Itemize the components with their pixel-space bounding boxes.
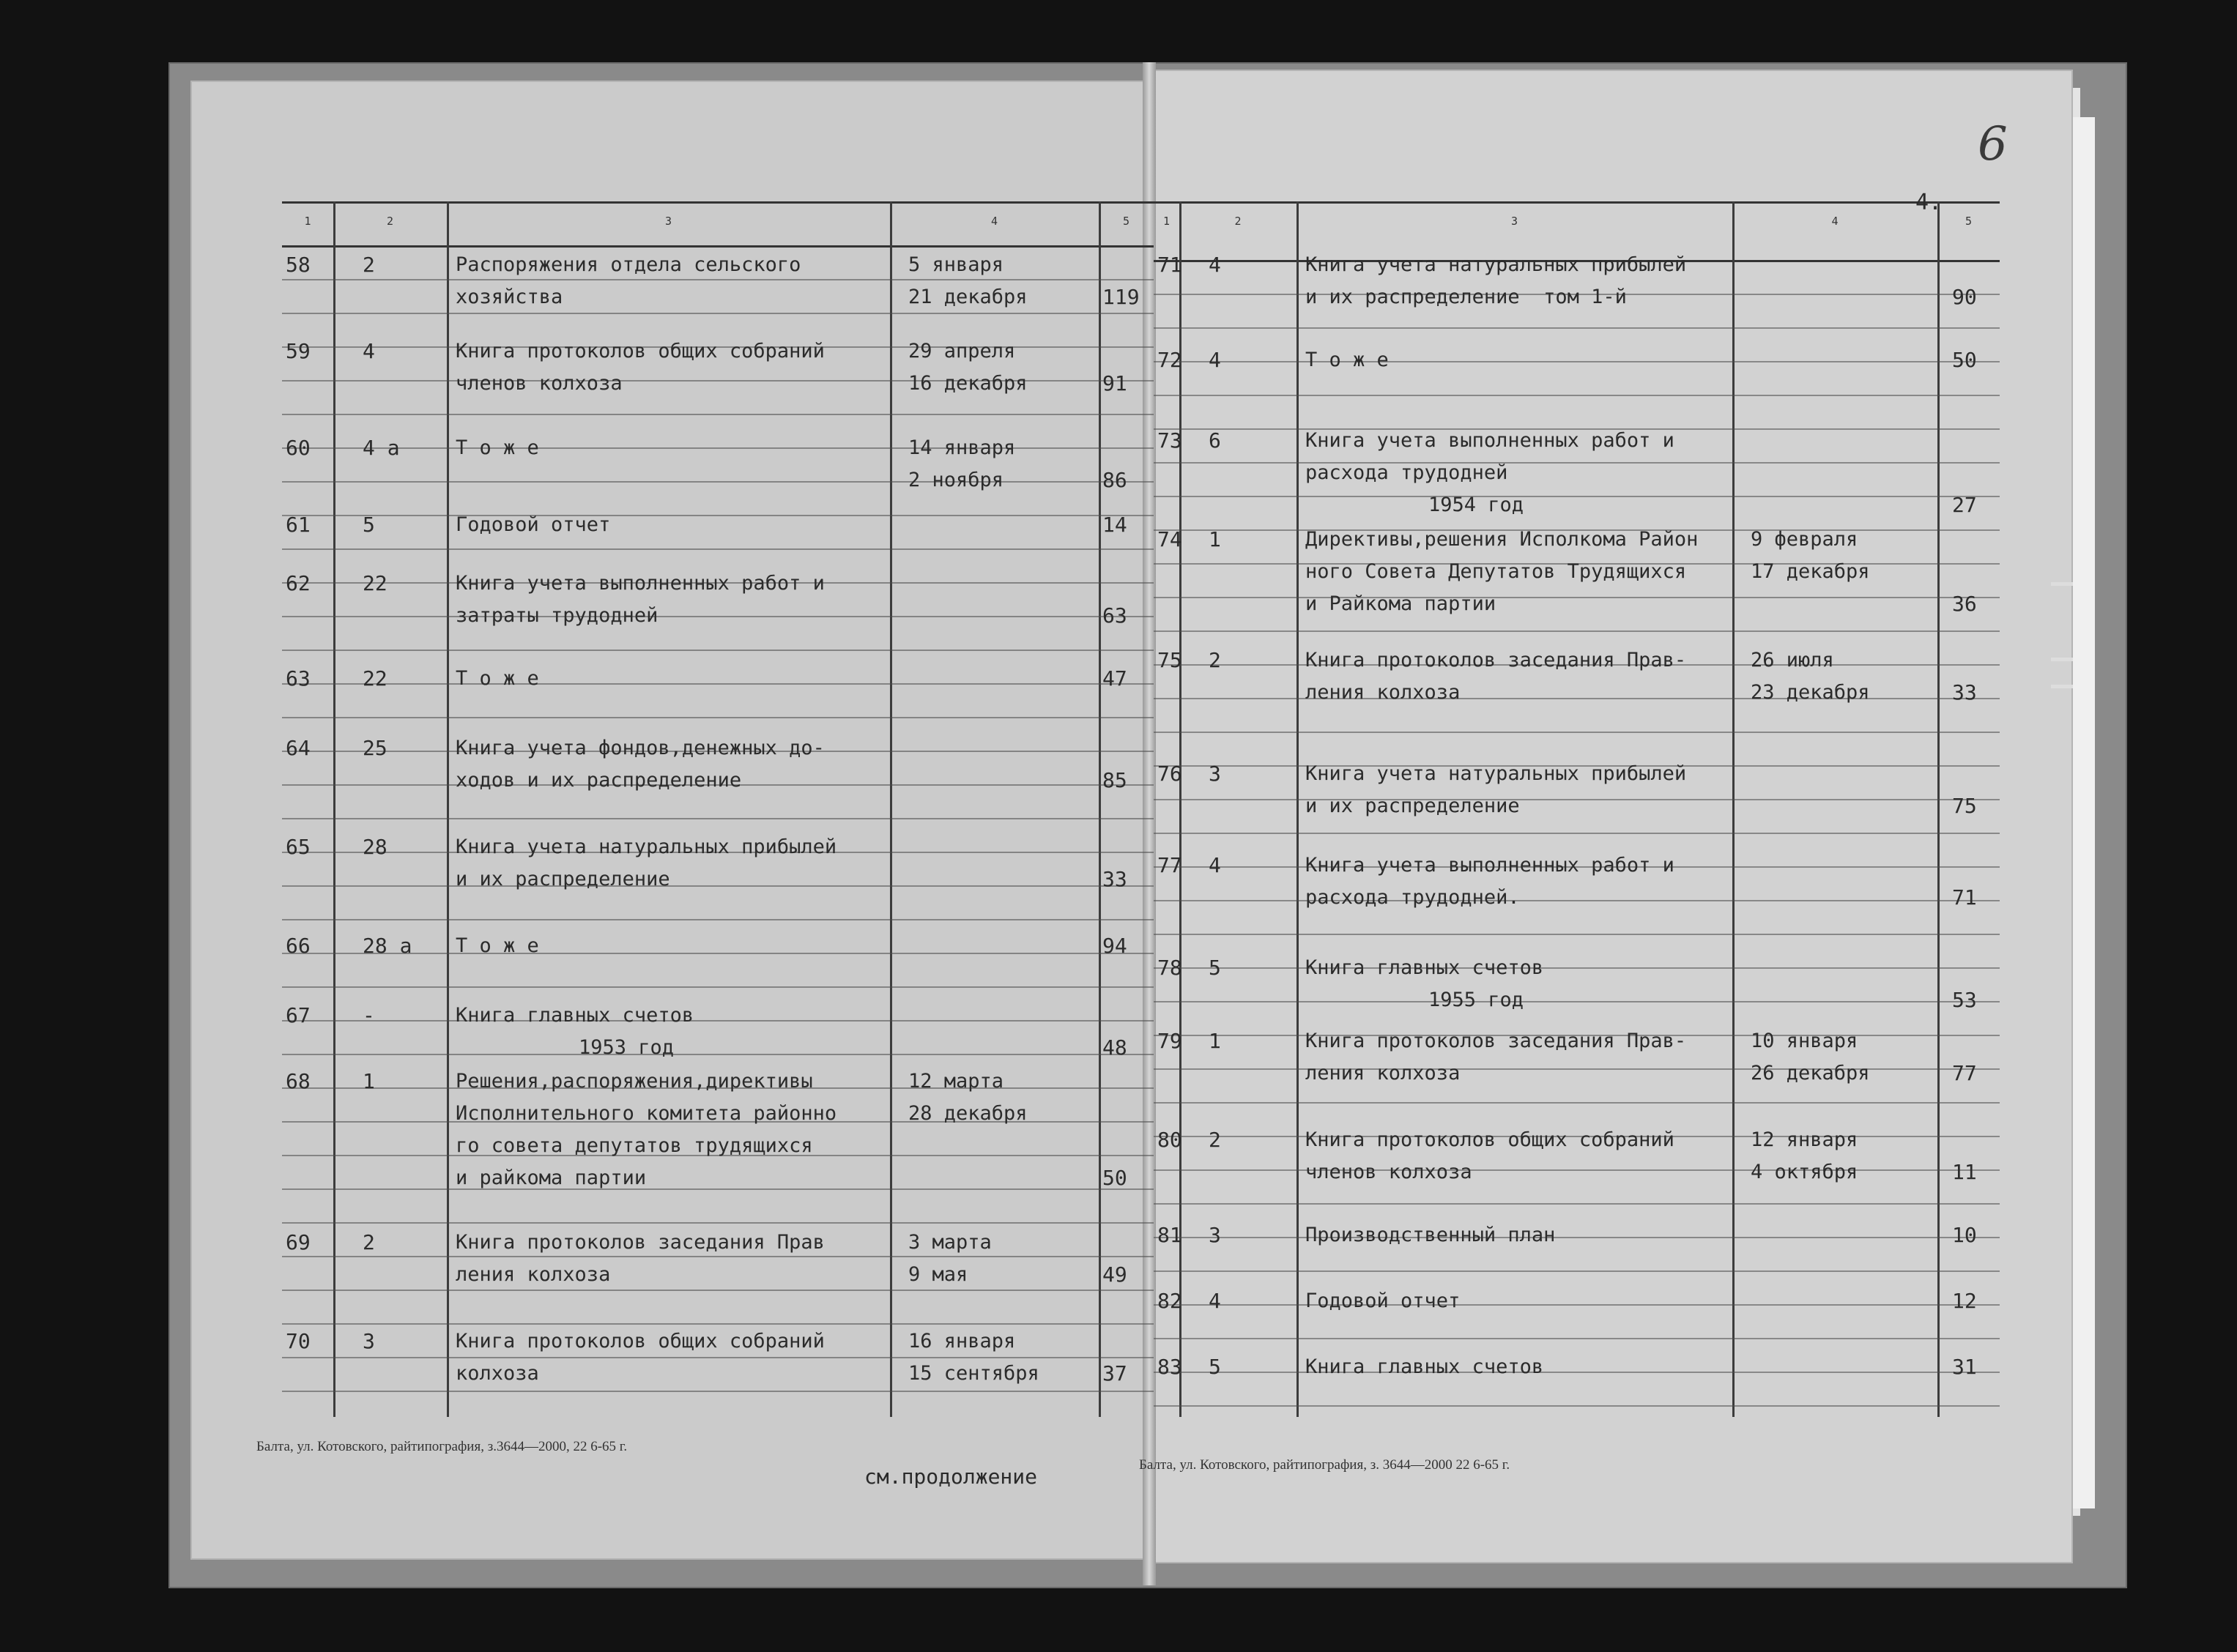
ruled-line: [282, 1188, 1154, 1190]
ruled-line: [1154, 1338, 2000, 1339]
ruled-line: [282, 481, 1154, 483]
year-heading: 1954 год: [1428, 494, 1524, 516]
document-title: Книга протоколов общих собраний: [456, 340, 825, 362]
sheet-count: 91: [1102, 371, 1127, 395]
document-date: 29 апреля: [908, 340, 1016, 362]
row-number: 80: [1157, 1128, 1182, 1152]
sheet-count: 27: [1952, 493, 1977, 517]
ruled-line: [282, 986, 1154, 988]
document-date: 4 октября: [1751, 1161, 1858, 1183]
inventory-number: 1: [1209, 527, 1221, 551]
column-header-number: 3: [1510, 215, 1518, 228]
year-heading: 1955 год: [1428, 989, 1524, 1011]
column-rule: [1937, 201, 1940, 1417]
inventory-number: 1: [363, 1069, 375, 1093]
document-title: и их распределение: [1305, 795, 1520, 817]
document-title: расхода трудодней: [1305, 461, 1508, 484]
ruled-line: [1154, 630, 2000, 632]
document-title: Книга протоколов общих собраний: [456, 1330, 825, 1353]
row-number: 77: [1157, 853, 1182, 877]
row-number: 63: [286, 666, 311, 691]
document-title: Книга главных счетов: [456, 1004, 694, 1027]
table-top-rule: [1154, 201, 2000, 204]
document-title: Книга протоколов заседания Прав-: [1305, 649, 1687, 671]
ruled-line: [282, 717, 1154, 718]
row-number: 59: [286, 339, 311, 363]
document-title: расхода трудодней.: [1305, 886, 1520, 909]
column-header-number: 5: [1965, 215, 1973, 228]
sheet-count: 14: [1102, 513, 1127, 537]
document-title: Исполнительного комитета районно: [456, 1102, 837, 1125]
ruled-line: [1154, 1203, 2000, 1205]
tab-mark: [2051, 658, 2073, 661]
table-header-rule: [282, 245, 1154, 248]
ruled-line: [282, 953, 1154, 954]
column-header-number: 3: [664, 215, 672, 228]
document-date: 10 января: [1751, 1030, 1858, 1052]
document-title: Книга главных счетов: [1305, 1355, 1544, 1378]
ruled-line: [1154, 799, 2000, 800]
ruled-line: [1154, 1102, 2000, 1104]
ruled-line: [1154, 361, 2000, 362]
sheet-count: 12: [1952, 1289, 1977, 1313]
document-date: 3 марта: [908, 1231, 992, 1254]
inventory-number: 4 а: [363, 436, 400, 460]
row-number: 81: [1157, 1223, 1182, 1247]
document-date: 12 марта: [908, 1070, 1004, 1093]
sheet-count: 50: [1102, 1166, 1127, 1190]
column-rule: [1099, 201, 1101, 1417]
table-top-rule: [282, 201, 1154, 204]
row-number: 71: [1157, 253, 1182, 277]
column-header-number: 2: [386, 215, 394, 228]
ruled-line: [282, 515, 1154, 516]
inventory-number: 4: [1209, 853, 1221, 877]
document-title: Книга протоколов общих собраний: [1305, 1128, 1674, 1151]
sheet-count: 10: [1952, 1223, 1977, 1247]
inventory-number: 22: [363, 666, 387, 691]
sheet-count: 36: [1952, 592, 1977, 616]
document-title: Книга учета натуральных прибылей: [1305, 253, 1687, 276]
sheet-count: 94: [1102, 934, 1127, 958]
document-title: колхоза: [456, 1362, 539, 1385]
column-rule: [890, 201, 892, 1417]
ruled-line: [1154, 327, 2000, 329]
row-number: 72: [1157, 348, 1182, 372]
ruled-line: [1154, 1237, 2000, 1238]
inventory-number: 22: [363, 571, 387, 595]
sheet-count: 77: [1952, 1061, 1977, 1085]
column-rule: [333, 201, 335, 1417]
inventory-number: 3: [363, 1329, 375, 1353]
sheet-count: 49: [1102, 1262, 1127, 1287]
document-date: 28 декабря: [908, 1102, 1028, 1125]
document-title: Распоряжения отдела сельского: [456, 253, 801, 276]
document-title: Книга протоколов заседания Прав: [456, 1231, 825, 1254]
ruled-line: [282, 447, 1154, 449]
document-title: Книга учета натуральных прибылей: [456, 836, 837, 858]
document-date: 5 января: [908, 253, 1004, 276]
column-header-number: 2: [1234, 215, 1242, 228]
pencil-page-number: 6: [1978, 117, 2008, 171]
ruled-line: [282, 548, 1154, 550]
document-title: затраты трудодней: [456, 604, 659, 627]
sheet-count: 33: [1102, 867, 1127, 891]
ruled-line: [1154, 967, 2000, 969]
document-date: 23 декабря: [1751, 681, 1870, 704]
document-date: 2 ноября: [908, 469, 1004, 491]
ruled-line: [282, 616, 1154, 617]
ruled-line: [1154, 1169, 2000, 1171]
row-number: 78: [1157, 956, 1182, 980]
document-date: 17 декабря: [1751, 560, 1870, 583]
right-footer: Балта, ул. Котовского, райтипография, з. 3644—2000 22 6-65 г.: [1139, 1457, 1510, 1473]
ruled-line: [1154, 462, 2000, 464]
document-title: Книга учета натуральных прибылей: [1305, 762, 1687, 785]
sheet-count: 86: [1102, 468, 1127, 492]
document-date: 9 мая: [908, 1263, 968, 1286]
document-date: 16 января: [908, 1330, 1016, 1353]
document-title: Т о ж е: [456, 934, 539, 957]
inventory-number: 4: [1209, 253, 1221, 277]
ruled-line: [282, 650, 1154, 651]
inventory-number: 4: [1209, 1289, 1221, 1313]
document-title: ления колхоза: [456, 1263, 611, 1286]
tab-mark: [2051, 685, 2073, 688]
row-number: 76: [1157, 762, 1182, 786]
ruled-line: [1154, 934, 2000, 935]
row-number: 73: [1157, 428, 1182, 453]
sheet-count: 119: [1102, 285, 1140, 309]
sheet-count: 48: [1102, 1035, 1127, 1060]
row-number: 68: [286, 1069, 311, 1093]
ruled-line: [282, 1290, 1154, 1291]
inventory-number: 28 а: [363, 934, 412, 958]
ruled-line: [1154, 597, 2000, 598]
document-title: Производственный план: [1305, 1224, 1556, 1246]
document-date: 16 декабря: [908, 372, 1028, 395]
row-number: 69: [286, 1230, 311, 1254]
inventory-number: 5: [363, 513, 375, 537]
document-title: и их распределение том 1-й: [1305, 286, 1627, 308]
row-number: 70: [286, 1329, 311, 1353]
inventory-number: 4: [363, 339, 375, 363]
document-title: Решения,распоряжения,директивы: [456, 1070, 813, 1093]
sheet-count: 37: [1102, 1361, 1127, 1385]
inventory-number: -: [363, 1003, 375, 1027]
document-date: 21 декабря: [908, 286, 1028, 308]
document-title: Директивы,решения Исполкома Район: [1305, 528, 1699, 551]
document-date: 26 декабря: [1751, 1062, 1870, 1084]
ruled-line: [1154, 732, 2000, 733]
continued-note: см.продолжение: [864, 1465, 1038, 1489]
document-title: Книга учета выполненных работ и: [456, 572, 825, 595]
page-edge: [2073, 117, 2095, 1508]
column-header-number: 1: [304, 215, 311, 228]
inventory-number: 3: [1209, 1223, 1221, 1247]
row-number: 67: [286, 1003, 311, 1027]
inventory-number: 28: [363, 835, 387, 859]
inventory-number: 2: [363, 1230, 375, 1254]
sheet-count: 75: [1952, 794, 1977, 818]
ruled-line: [1154, 900, 2000, 901]
ruled-line: [282, 683, 1154, 685]
sheet-count: 85: [1102, 768, 1127, 792]
document-title: Т о ж е: [1305, 349, 1389, 371]
ruled-line: [1154, 496, 2000, 497]
column-header-number: 4: [1831, 215, 1839, 228]
column-header-number: 5: [1122, 215, 1130, 228]
column-header-number: 4: [990, 215, 998, 228]
sheet-count: 33: [1952, 680, 1977, 704]
document-title: ходов и их распределение: [456, 769, 742, 792]
sheet-count: 63: [1102, 603, 1127, 628]
row-number: 75: [1157, 648, 1182, 672]
ruled-line: [282, 1020, 1154, 1022]
inventory-number: 2: [1209, 648, 1221, 672]
row-number: 64: [286, 736, 311, 760]
tab-mark: [2051, 582, 2073, 586]
document-title: Годовой отчет: [1305, 1290, 1461, 1312]
sheet-count: 90: [1952, 285, 1977, 309]
ruled-line: [1154, 698, 2000, 699]
document-title: ления колхоза: [1305, 681, 1461, 704]
ruled-line: [1154, 1405, 2000, 1407]
inventory-number: 5: [1209, 1355, 1221, 1379]
document-title: и их распределение: [456, 868, 670, 890]
document-title: хозяйства: [456, 286, 563, 308]
column-rule: [1296, 201, 1299, 1417]
sheet-count: 53: [1952, 988, 1977, 1012]
inventory-number: 5: [1209, 956, 1221, 980]
sheet-count: 11: [1952, 1160, 1977, 1184]
document-title: ления колхоза: [1305, 1062, 1461, 1084]
ruled-line: [1154, 833, 2000, 834]
ruled-line: [1154, 1001, 2000, 1002]
row-number: 66: [286, 934, 311, 958]
inventory-number: 2: [1209, 1128, 1221, 1152]
ruled-line: [1154, 1372, 2000, 1373]
inventory-number: 1: [1209, 1029, 1221, 1053]
row-number: 65: [286, 835, 311, 859]
document-date: 14 января: [908, 436, 1016, 459]
document-title: Годовой отчет: [456, 513, 611, 536]
left-footer: Балта, ул. Котовского, райтипография, з.3644—2000, 22 6-65 г.: [256, 1439, 628, 1454]
sheet-count: 31: [1952, 1355, 1977, 1379]
document-title: Т о ж е: [456, 667, 539, 690]
ruled-line: [282, 414, 1154, 415]
document-date: 26 июля: [1751, 649, 1834, 671]
inventory-number: 3: [1209, 762, 1221, 786]
document-title: членов колхоза: [1305, 1161, 1472, 1183]
ruled-line: [282, 919, 1154, 920]
document-date: 12 января: [1751, 1128, 1858, 1151]
row-number: 61: [286, 513, 311, 537]
sheet-count: 50: [1952, 348, 1977, 372]
ruled-line: [282, 885, 1154, 887]
ruled-line: [1154, 1304, 2000, 1306]
document-title: Книга учета фондов,денежных до-: [456, 737, 825, 759]
column-rule: [1732, 201, 1735, 1417]
column-header-number: 1: [1162, 215, 1171, 228]
year-heading: 1953 год: [579, 1036, 675, 1059]
document-title: и райкома партии: [456, 1167, 647, 1189]
document-title: ного Совета Депутатов Трудящихся: [1305, 560, 1687, 583]
inventory-number: 2: [363, 253, 375, 277]
ruled-line: [1154, 395, 2000, 396]
column-rule: [447, 201, 449, 1417]
document-title: членов колхоза: [456, 372, 623, 395]
ruled-line: [282, 818, 1154, 819]
document-title: и Райкома партии: [1305, 592, 1496, 615]
row-number: 60: [286, 436, 311, 460]
inventory-number: 4: [1209, 348, 1221, 372]
row-number: 62: [286, 571, 311, 595]
ruled-line: [282, 1054, 1154, 1055]
ruled-line: [282, 1222, 1154, 1224]
ruled-line: [282, 1391, 1154, 1392]
page-number: 4.: [1915, 190, 1943, 215]
document-title: Т о ж е: [456, 436, 539, 459]
document-title: Книга учета выполненных работ и: [1305, 854, 1674, 877]
document-title: Книга протоколов заседания Прав-: [1305, 1030, 1687, 1052]
ruled-line: [282, 1323, 1154, 1325]
ruled-line: [1154, 1068, 2000, 1070]
row-number: 74: [1157, 527, 1182, 551]
document-date: 9 февраля: [1751, 528, 1858, 551]
row-number: 79: [1157, 1029, 1182, 1053]
document-title: Книга главных счетов: [1305, 956, 1544, 979]
sheet-count: 47: [1102, 666, 1127, 691]
document-date: 15 сентября: [908, 1362, 1039, 1385]
sheet-count: 71: [1952, 885, 1977, 909]
row-number: 83: [1157, 1355, 1182, 1379]
document-title: го совета депутатов трудящихся: [456, 1134, 813, 1157]
document-title: Книга учета выполненных работ и: [1305, 429, 1674, 452]
inventory-number: 25: [363, 736, 387, 760]
row-number: 58: [286, 253, 311, 277]
row-number: 82: [1157, 1289, 1182, 1313]
inventory-number: 6: [1209, 428, 1221, 453]
ruled-line: [1154, 1270, 2000, 1272]
